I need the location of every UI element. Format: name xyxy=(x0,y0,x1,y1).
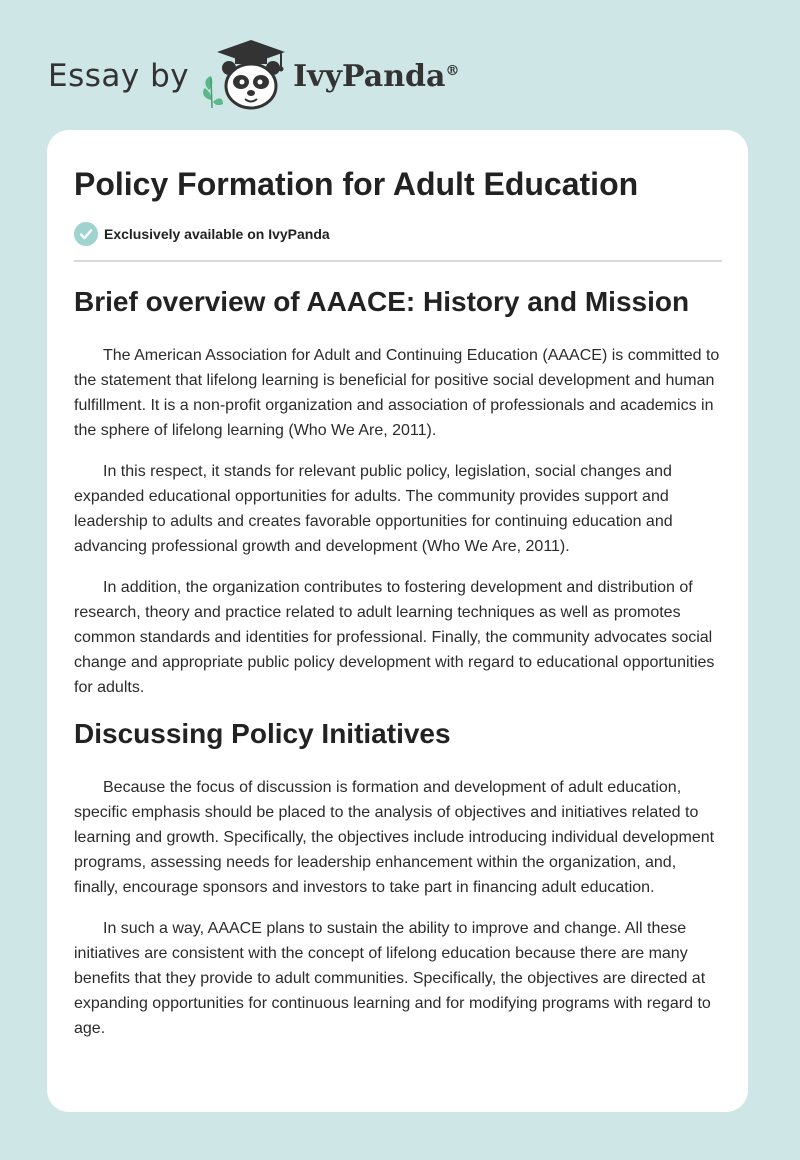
essay-card xyxy=(47,130,748,1112)
essay-by-label: Essay by xyxy=(48,58,190,94)
site-header xyxy=(48,36,528,116)
paragraph: In addition, the organization contributes to fostering development and distribution of research, theory and practice related to adult learning techniques as well as promotes common standards and identities for professional. Finally, the community advocates social change and appropriate public policy development with regard to educational opportunities for adults. xyxy=(74,579,715,696)
section-heading: Discussing Policy Initiatives xyxy=(74,718,451,749)
paragraph: In such a way, AAACE plans to sustain the ability to improve and change. All these initiatives are consistent with the concept of lifelong education because there are many benefits that they provide to adult communities. Specifically, the objectives are directed at expanding opportunities for continuous learning and for modifying programs with regard to age. xyxy=(74,920,711,1037)
exclusive-badge xyxy=(74,222,330,246)
title-divider xyxy=(74,260,722,262)
exclusive-badge-label: Exclusively available on IvyPanda xyxy=(104,226,330,242)
brand-name[interactable] xyxy=(293,59,459,94)
check-circle-icon xyxy=(74,222,98,246)
section-heading: Brief overview of AAACE: History and Mission xyxy=(74,286,690,317)
panda-graduate-icon[interactable] xyxy=(199,38,291,114)
brand-label: IvyPanda xyxy=(293,58,446,94)
paragraph: The American Association for Adult and Continuing Education (AAACE) is committed to the statement that lifelong learning is beneficial for positive social development and human fulfillment. It is a non-profit organization and association of professionals and academics in the sphere of lifelong learning (Who We Are, 2011). xyxy=(74,347,720,439)
paragraph: Because the focus of discussion is formation and development of adult education, specific emphasis should be placed to the analysis of objectives and initiatives related to learning and growth. Specifically, the objectives include introducing individual development programs, assessing needs for leadership enhancement within the organization, and, finally, encourage sponsors and investors to take part in financing adult education. xyxy=(74,779,715,896)
paragraph: In this respect, it stands for relevant public policy, legislation, social changes and expanded educational opportunities for adults. The community provides support and leadership to adults and creates favorable opportunities for continuing education and advancing professional growth and development (Who We Are, 2011). xyxy=(74,463,673,555)
article-body xyxy=(74,280,724,1041)
registered-mark: ® xyxy=(445,62,460,79)
page-title: Policy Formation for Adult Education xyxy=(74,166,639,202)
